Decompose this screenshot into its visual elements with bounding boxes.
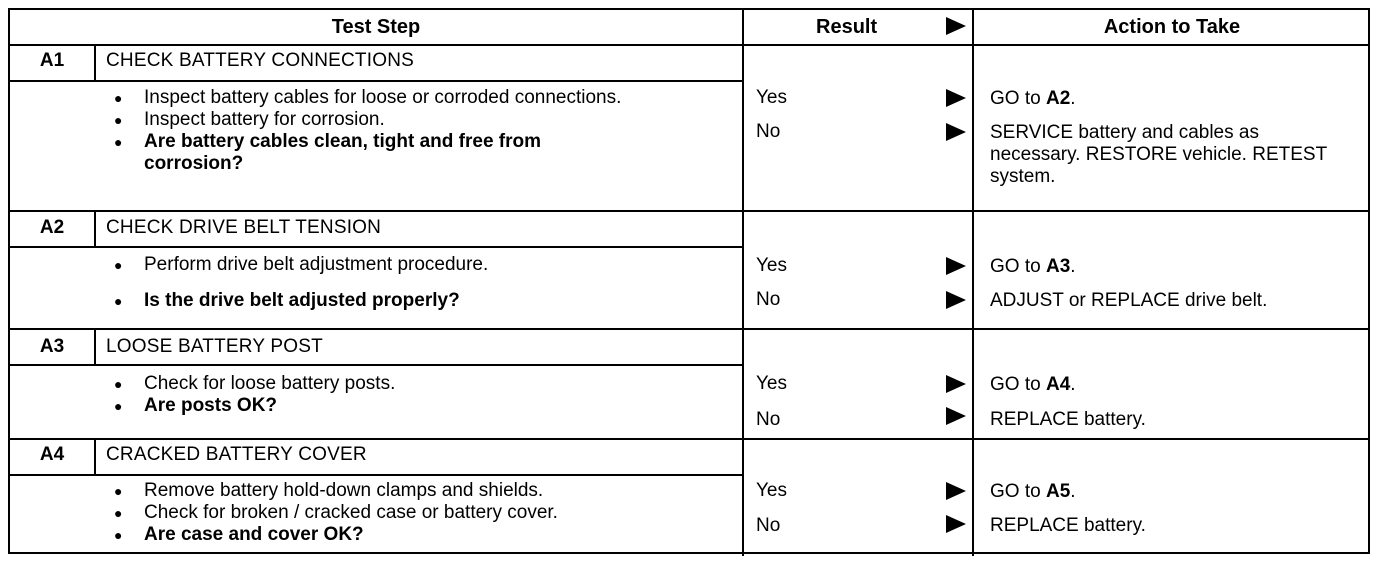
action-text: REPLACE battery.	[990, 515, 1146, 536]
step-title-divider	[10, 364, 744, 366]
row-divider	[10, 210, 1370, 212]
arrow-icon	[946, 291, 966, 309]
result-yes: Yes	[756, 87, 787, 108]
arrow-icon	[946, 407, 966, 425]
step-id-divider	[94, 44, 96, 82]
step-id: A1	[39, 50, 65, 71]
step-id-divider	[94, 438, 96, 476]
header-result: Result	[816, 16, 878, 38]
arrow-icon	[946, 482, 966, 500]
result-yes: Yes	[756, 373, 787, 394]
arrow-icon	[946, 89, 966, 107]
step-bullets	[102, 480, 732, 546]
step-title: CHECK DRIVE BELT TENSION	[106, 217, 382, 238]
bullet-item: ● Perform drive belt adjustment procedure.	[102, 254, 732, 276]
result-yes: Yes	[756, 255, 787, 276]
bullet-question: ● Is the drive belt adjusted properly?	[102, 290, 732, 312]
bullet-question: ● Are case and cover OK?	[102, 524, 732, 546]
action-text: GO to A5.	[990, 481, 1076, 502]
header-divider	[10, 44, 1370, 46]
step-title-divider	[10, 80, 744, 82]
header-arrow-icon	[946, 17, 966, 35]
step-id-divider	[94, 328, 96, 366]
result-no: No	[756, 515, 781, 536]
arrow-icon	[946, 375, 966, 393]
diagnostic-table	[8, 8, 1370, 554]
step-title: LOOSE BATTERY POST	[106, 336, 323, 357]
step-id-divider	[94, 210, 96, 248]
row-divider	[10, 438, 1370, 440]
step-id: A4	[39, 444, 65, 465]
result-no: No	[756, 409, 781, 430]
result-yes: Yes	[756, 480, 787, 501]
bullet-item: ● Inspect battery for corrosion.	[102, 109, 732, 131]
action-text: ADJUST or REPLACE drive belt.	[990, 290, 1268, 311]
row-divider	[10, 328, 1370, 330]
bullet-item: ● Remove battery hold-down clamps and shields.	[102, 480, 732, 502]
bullet-item: ● Check for broken / cracked case or battery cover.	[102, 502, 732, 524]
step-id: A2	[39, 217, 65, 238]
action-text: GO to A4.	[990, 374, 1076, 395]
action-text: REPLACE battery.	[990, 409, 1146, 430]
step-id: A3	[39, 336, 65, 357]
arrow-icon	[946, 123, 966, 141]
action-text: GO to A3.	[990, 256, 1076, 277]
bullet-item: ● Check for loose battery posts.	[102, 373, 732, 395]
arrow-icon	[946, 515, 966, 533]
result-no: No	[756, 121, 781, 142]
header-action: Action to Take	[1103, 16, 1241, 38]
result-no: No	[756, 289, 781, 310]
bullet-question: ● Are battery cables clean, tight and free from corrosion?	[102, 131, 644, 175]
column-divider-action	[972, 10, 974, 556]
step-title: CRACKED BATTERY COVER	[106, 444, 367, 465]
bullet-item: ● Inspect battery cables for loose or corroded connections.	[102, 87, 634, 109]
step-title: CHECK BATTERY CONNECTIONS	[106, 50, 414, 71]
step-bullets	[102, 254, 732, 312]
action-text: SERVICE battery and cables as necessary. RESTORE vehicle. RETEST system.	[990, 122, 1327, 187]
header-test-step: Test Step	[331, 16, 421, 38]
action-text: GO to A2.	[990, 88, 1076, 109]
step-bullets	[102, 373, 732, 417]
step-title-divider	[10, 474, 744, 476]
step-title-divider	[10, 246, 744, 248]
bullet-question: ● Are posts OK?	[102, 395, 732, 417]
step-bullets	[102, 87, 732, 175]
arrow-icon	[946, 257, 966, 275]
